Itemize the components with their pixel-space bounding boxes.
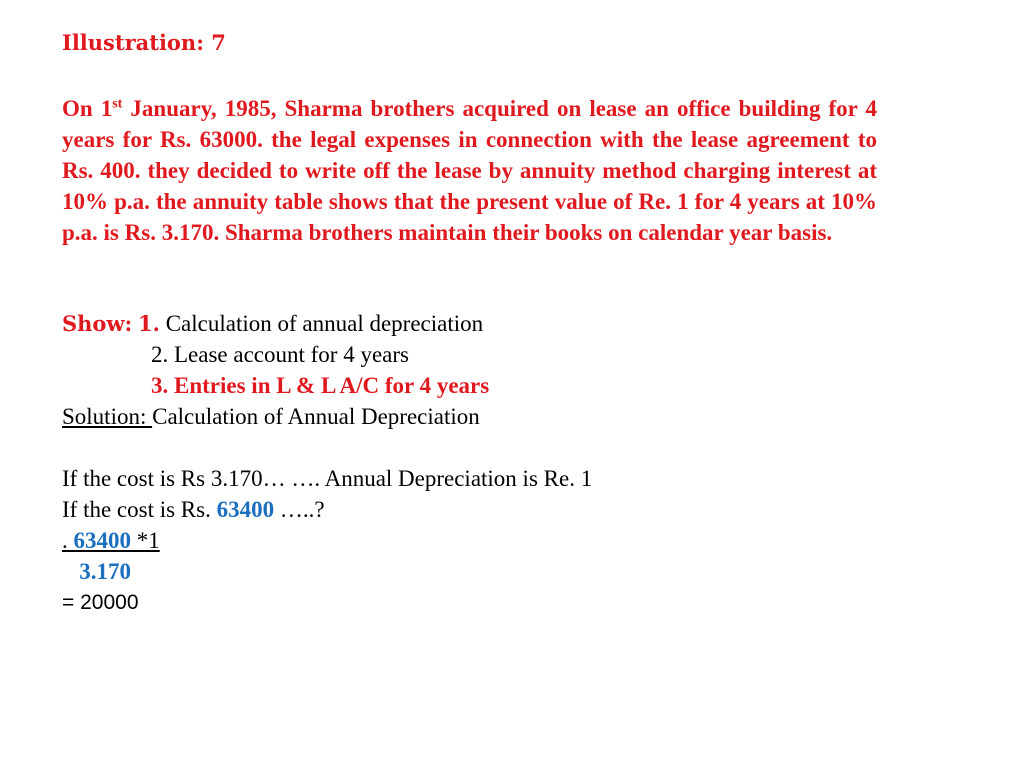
slide-title: Illustration: 7: [62, 30, 226, 55]
calc-result: = 20000: [62, 591, 139, 614]
calc-numerator-prefix: .: [62, 528, 74, 553]
calc-line-2-value: 63400: [216, 497, 275, 522]
calc-line-2-prefix: If the cost is Rs.: [62, 497, 217, 522]
calc-line-1: If the cost is Rs 3.170… …. Annual Depreciation is Re. 1: [62, 466, 593, 491]
calc-denominator-value: 3.170: [79, 559, 131, 584]
calc-line-2-suffix: …..?: [274, 497, 325, 522]
show-item-3: 3. Entries in L & L A/C for 4 years: [151, 373, 490, 398]
show-heading-line: [62, 308, 483, 339]
ordinal-suffix: st: [112, 96, 123, 112]
show-item-1-number: 1.: [138, 311, 160, 336]
show-label: Show:: [62, 311, 133, 336]
problem-statement: [62, 93, 877, 248]
problem-text-rest: January, 1985, Sharma brothers acquired on lease an office building for 4 years for Rs. 63000. the legal expenses in connection with the lease agreement to Rs. 400. they decided to write off the lease by annuity method charging interest at 10% p.a. the annuity table shows that the present value of Re. 1 for 4 years at 10% p.a. is Rs. 3.170. Sharma brothers maintain their books on calendar year basis.: [62, 96, 877, 245]
show-item-1-text: Calculation of annual depreciation: [165, 311, 484, 336]
calc-numerator-value: 63400: [73, 528, 131, 553]
calc-numerator-suffix: *1: [131, 528, 160, 553]
calc-denominator: [62, 556, 131, 587]
solution-line: [62, 401, 480, 432]
problem-text-start: On 1: [62, 96, 113, 121]
show-item-2: 2. Lease account for 4 years: [151, 342, 409, 367]
solution-label: Solution:: [62, 404, 153, 429]
solution-text: Calculation of Annual Depreciation: [152, 404, 480, 429]
calc-line-2: [62, 494, 325, 525]
calc-numerator: [62, 525, 160, 556]
